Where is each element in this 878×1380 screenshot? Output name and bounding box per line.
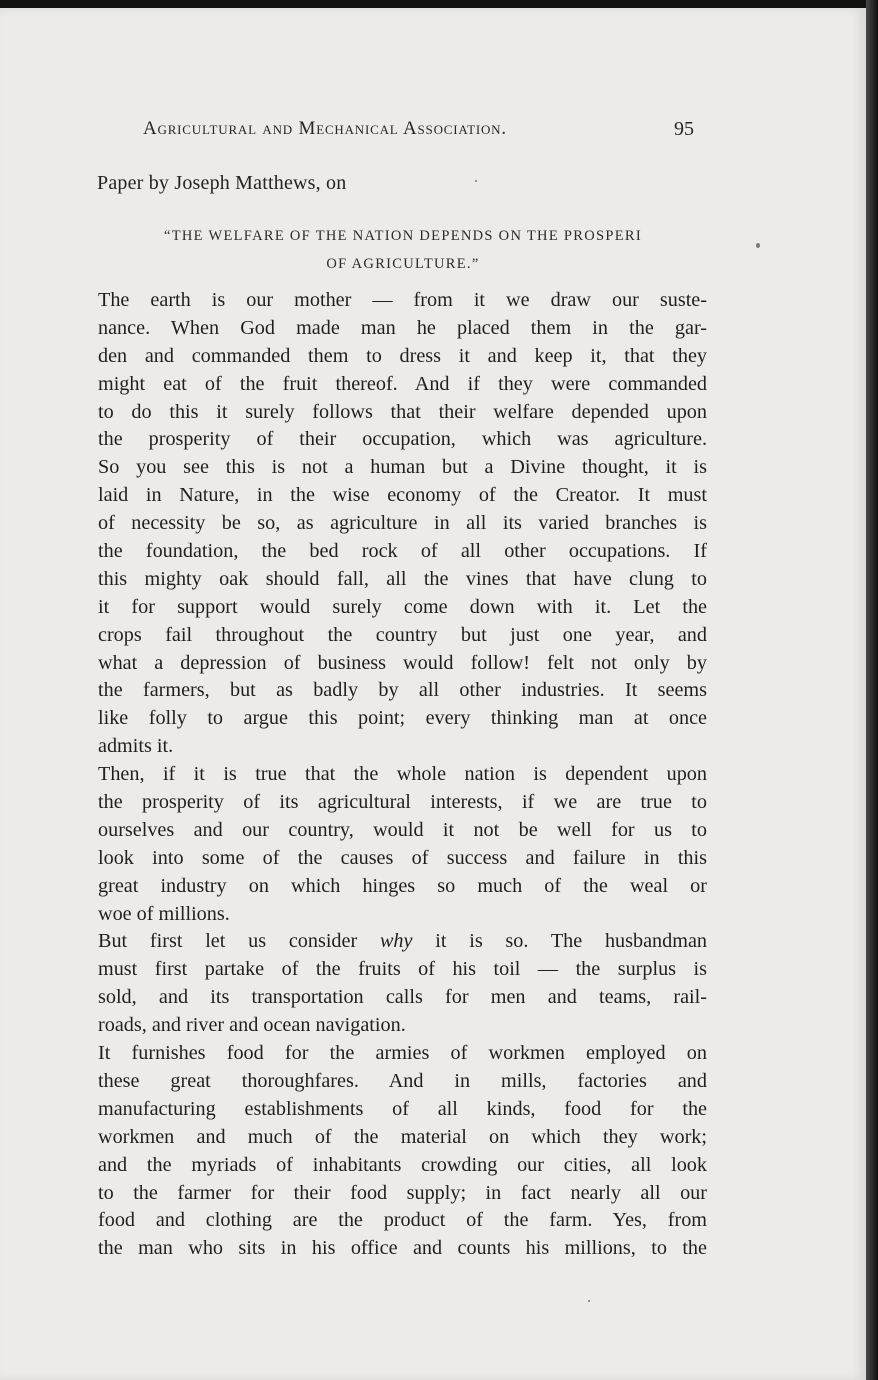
text-line: the prosperity of their occupation, which was agriculture. bbox=[98, 428, 707, 451]
text-line: admits it. bbox=[98, 735, 174, 758]
text-line: to the farmer for their food supply; in fact nearly all our bbox=[98, 1181, 707, 1204]
article-heading bbox=[70, 222, 736, 278]
text-line: It furnishes food for the armies of workmen employed on bbox=[98, 1042, 707, 1065]
text-line: But first let us consider why it is so. The husbandman bbox=[98, 930, 707, 953]
text-line: the prosperity of its agricultural interests, if we are true to bbox=[98, 791, 707, 814]
text-line: like folly to argue this point; every thinking man at once bbox=[98, 707, 707, 730]
text-line: it for support would surely come down with it. Let the bbox=[98, 595, 707, 618]
page-number: 95 bbox=[674, 118, 694, 140]
text-line: must first partake of the fruits of his toil — the surplus is bbox=[98, 958, 707, 981]
text-line: the foundation, the bed rock of all other occupations. If bbox=[98, 540, 707, 563]
paper-speck bbox=[756, 243, 760, 248]
text-line: the farmers, but as badly by all other industries. It seems bbox=[98, 679, 707, 702]
paragraph bbox=[80, 1040, 707, 1263]
text-line: of necessity be so, as agriculture in all its varied branches is bbox=[98, 512, 707, 535]
text-line: sold, and its transportation calls for men and teams, rail- bbox=[98, 986, 707, 1009]
text-line: food and clothing are the product of the farm. Yes, from bbox=[98, 1209, 707, 1232]
text-line: The earth is our mother — from it we draw our suste- bbox=[98, 289, 707, 311]
text-line: den and commanded them to dress it and keep it, that they bbox=[98, 344, 707, 367]
text-line: this mighty oak should fall, all the vines that have clung to bbox=[98, 567, 707, 590]
paper-speck bbox=[588, 1300, 590, 1302]
running-head bbox=[143, 118, 698, 154]
heading-line: OF AGRICULTURE.” bbox=[326, 256, 480, 272]
text-line: crops fail throughout the country but just one year, and bbox=[98, 623, 707, 646]
text-line: great industry on which hinges so much of the weal or bbox=[98, 874, 707, 897]
emphasized-word: why bbox=[379, 930, 413, 953]
text-line: and the myriads of inhabitants crowding our cities, all look bbox=[98, 1153, 707, 1176]
body-text bbox=[80, 287, 707, 1263]
text-line: might eat of the fruit thereof. And if they were commanded bbox=[98, 372, 707, 395]
paragraph bbox=[80, 761, 707, 928]
text-line: look into some of the causes of success and failure in this bbox=[98, 846, 707, 869]
text-line: roads, and river and ocean navigation. bbox=[98, 1014, 406, 1037]
byline: Paper by Joseph Matthews, on bbox=[97, 172, 347, 194]
paper-speck bbox=[475, 180, 477, 182]
paragraph bbox=[80, 928, 707, 1040]
text-line: So you see this is not a human but a Divine thought, it is bbox=[98, 456, 707, 479]
text-line: manufacturing establishments of all kinds, food for the bbox=[98, 1097, 707, 1120]
text-line: workmen and much of the material on which they work; bbox=[98, 1125, 707, 1148]
text-line: the man who sits in his office and counts his millions, to the bbox=[98, 1237, 707, 1260]
text-line: to do this it surely follows that their welfare depended upon bbox=[98, 400, 707, 423]
text-line: nance. When God made man he placed them in the gar- bbox=[98, 316, 707, 339]
text-line: ourselves and our country, would it not be well for us to bbox=[98, 818, 707, 841]
text-line: these great thoroughfares. And in mills, factories and bbox=[98, 1069, 707, 1092]
paragraph bbox=[80, 287, 707, 761]
heading-line: “THE WELFARE OF THE NATION DEPENDS ON THE PROSPERI bbox=[164, 228, 642, 244]
running-title: Agricultural and Mechanical Association. bbox=[143, 118, 507, 139]
text-line: laid in Nature, in the wise economy of the Creator. It must bbox=[98, 484, 707, 507]
text-line: woe of millions. bbox=[98, 902, 230, 925]
text-line: what a depression of business would follow! felt not only by bbox=[98, 651, 707, 674]
text-line: Then, if it is true that the whole nation is dependent upon bbox=[98, 763, 707, 786]
scan-right-border bbox=[866, 0, 878, 1380]
